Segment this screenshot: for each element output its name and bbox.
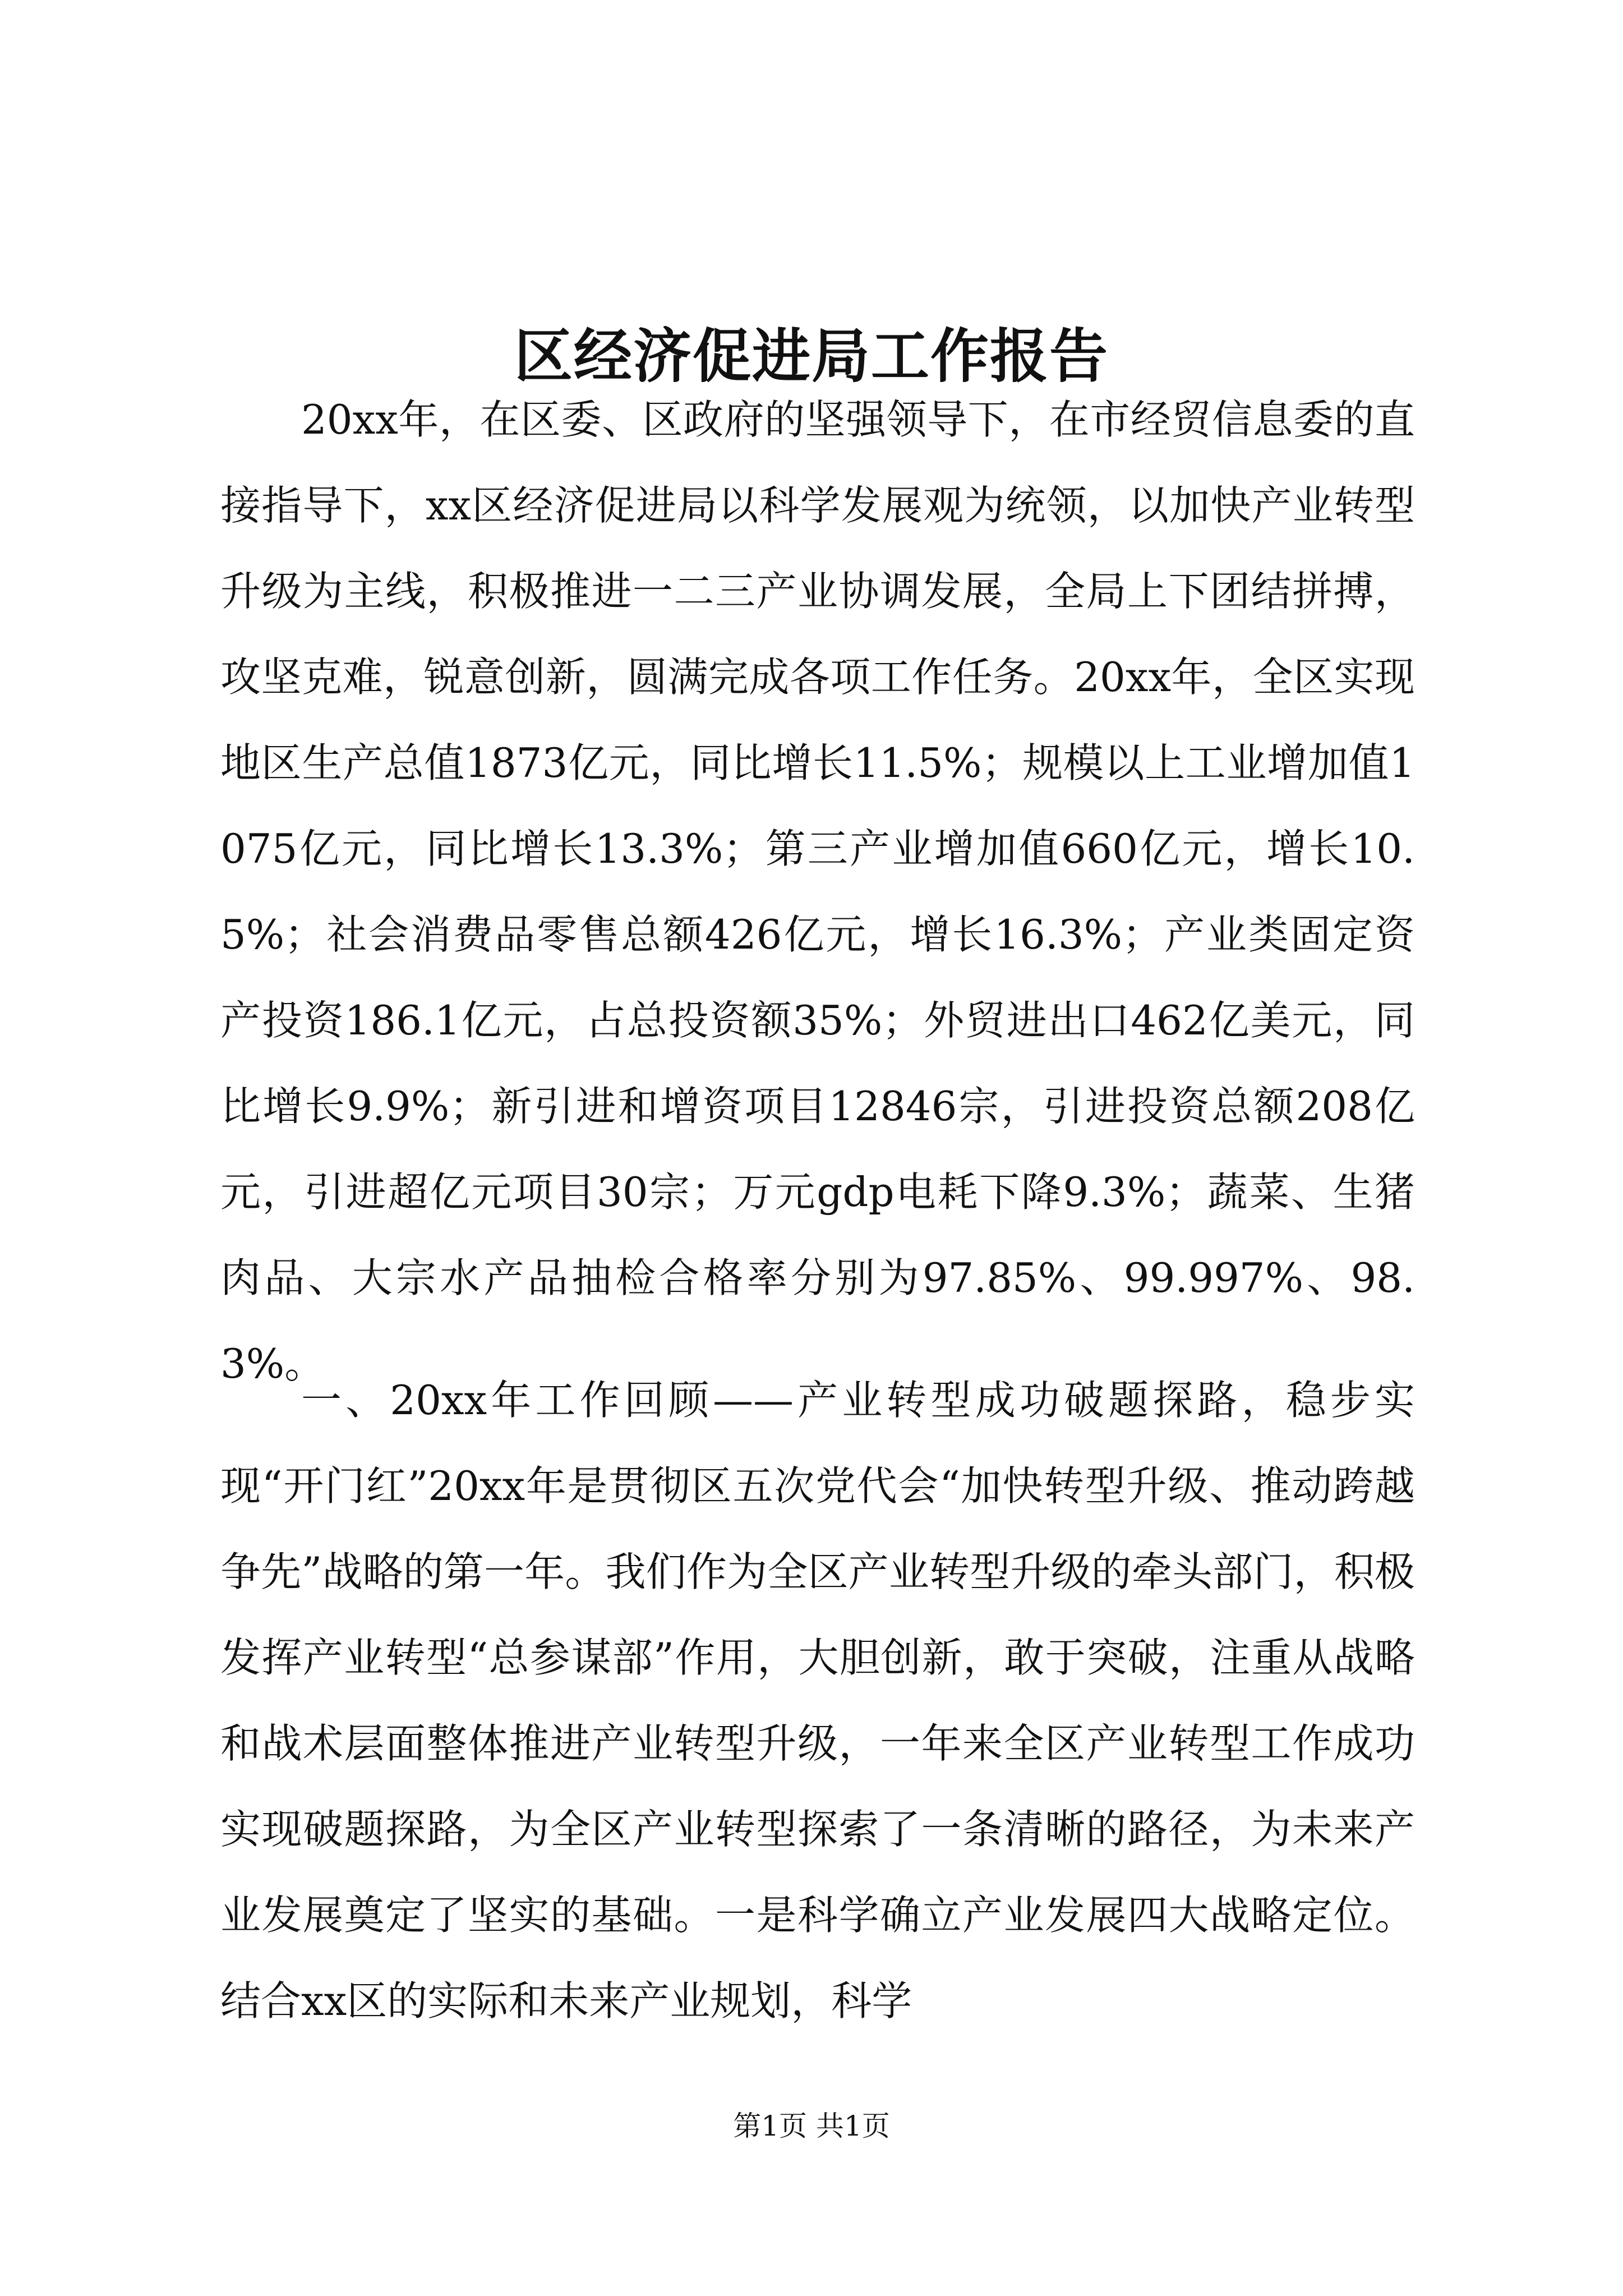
page-footer: 第1页 共1页 [733, 2110, 890, 2142]
paragraph-review: 一、20xx年工作回顾——产业转型成功破题探路，稳步实现“开门红”20xx年是贯彻区五次党代会“加快转型升级、推动跨越争先”战略的第一年。我们作为全区产业转型升级的牵头部门，积极发挥产业转型“总参谋部”作用，大胆创新，敢于突破，注重从战略和战术层面整体推进产业转型升级，一年来全区产业转型工作成功实现破题探路，为全区产业转型探索了一条清晰的路径，为未来产业发展奠定了坚实的基础。一是科学确立产业发展四大战略定位。结合xx区的实际和未来产业规划，科学 [220, 1377, 1415, 2024]
document-title: 区经济促进局工作报告 [514, 321, 1109, 390]
paragraph-summary: 20xx年，在区委、区政府的坚强领导下，在市经贸信息委的直接指导下，xx区经济促进局以科学发展观为统领，以加快产业转型升级为主线，积极推进一二三产业协调发展，全局上下团结拼搏，攻坚克难，锐意创新，圆满完成各项工作任务。20xx年，全区实现地区生产总值1873亿元，同比增长11.5%；规模以上工业增加值1075亿元，同比增长13.3%；第三产业增加值660亿元，增长10.5%；社会消费品零售总额426亿元，增长16.3%；产业类固定资产投资186.1亿元，占总投资额35%；外贸进出口462亿美元，同比增长9.9%；新引进和增资项目12846宗，引进投资总额208亿元，引进超亿元项目30宗；万元gdp电耗下降9.3%；蔬菜、生猪肉品、大宗水产品抽检合格率分别为97.85%、99.997%、98.3%。 [220, 396, 1415, 1387]
